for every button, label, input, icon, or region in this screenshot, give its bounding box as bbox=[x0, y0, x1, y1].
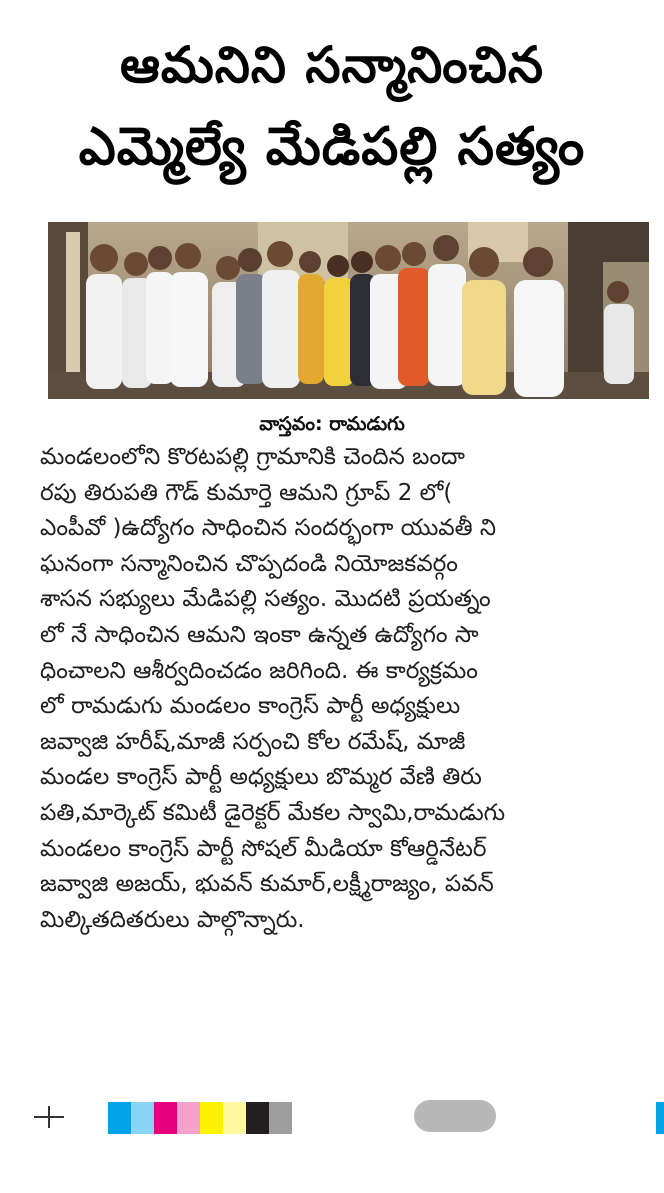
article-line: లో నే సాధించిన ఆమని ఇంకా ఉన్నత ఉద్యోగం సా bbox=[40, 621, 479, 648]
registration-mark-icon bbox=[34, 1106, 64, 1128]
article-line: ధించాలని ఆశీర్వదించడం జరిగింది. ఈ కార్యక్రమం bbox=[40, 657, 478, 684]
swatch-light-cyan bbox=[131, 1102, 154, 1134]
article-line: జవ్వాజి అజయ్, భువన్ కుమార్,లక్ష్మీరాజ్యం, పవన్ bbox=[40, 871, 494, 898]
swatch-light-yellow bbox=[223, 1102, 246, 1134]
headline-line-1: ఆమనిని సన్మానించిన bbox=[119, 36, 544, 94]
swatch-magenta bbox=[154, 1102, 177, 1134]
swatch-cyan bbox=[108, 1102, 131, 1134]
headline-line-2: ఎమ్మెల్యే మేడిపల్లి సత్యం bbox=[78, 117, 586, 177]
color-swatches bbox=[108, 1102, 292, 1134]
article-line: మండల కాంగ్రెస్ పార్టీ అధ్యక్షులు బొమ్మర వేణి తిరు bbox=[40, 764, 482, 791]
cyan-edge-mark bbox=[656, 1102, 664, 1134]
article-line: ఎంపీవో )ఉద్యోగం సాధించిన సందర్భంగా యువతీ ని bbox=[40, 515, 497, 542]
dateline: వాస్తవం: రామడుగు bbox=[259, 413, 405, 435]
article-line: మండలంలోని కొరటపల్లి గ్రామానికి చెందిన బందా bbox=[40, 444, 465, 470]
print-color-bar bbox=[0, 1098, 664, 1138]
article-line: పతి,మార్కెట్ కమిటీ డైరెక్టర్ మేకల స్వామి,రామడుగు bbox=[40, 799, 506, 826]
article-line: మిల్కితదితరులు పాల్గొన్నారు. bbox=[40, 906, 305, 933]
article-line: జవ్వాజి హరీష్,మాజీ సర్పంచి కోల రమేష్, మాజీ bbox=[40, 728, 466, 755]
article-line: రపు తిరుపతి గౌడ్ కుమార్తె ఆమని గ్రూప్ 2 లో( bbox=[40, 479, 453, 506]
article-body bbox=[40, 440, 640, 938]
article-line: మండలం కాంగ్రెస్ పార్టీ సోషల్ మీడియా కోఆర్డినేటర్ bbox=[40, 835, 487, 862]
gray-pill-mark bbox=[414, 1100, 496, 1132]
article-line: లో రామడుగు మండలం కాంగ్రెస్ పార్టీ అధ్యక్షులు bbox=[40, 693, 461, 720]
article-line: శాసన సభ్యులు మేడిపల్లి సత్యం. మొదటి ప్రయత్నం bbox=[40, 586, 491, 613]
swatch-black bbox=[246, 1102, 269, 1134]
news-photo bbox=[48, 222, 649, 399]
swatch-light-magenta bbox=[177, 1102, 200, 1134]
swatch-gray bbox=[269, 1102, 292, 1134]
article-line: ఘనంగా సన్మానించిన చొప్పదండి నియోజకవర్గం bbox=[40, 550, 458, 577]
swatch-yellow bbox=[200, 1102, 223, 1134]
